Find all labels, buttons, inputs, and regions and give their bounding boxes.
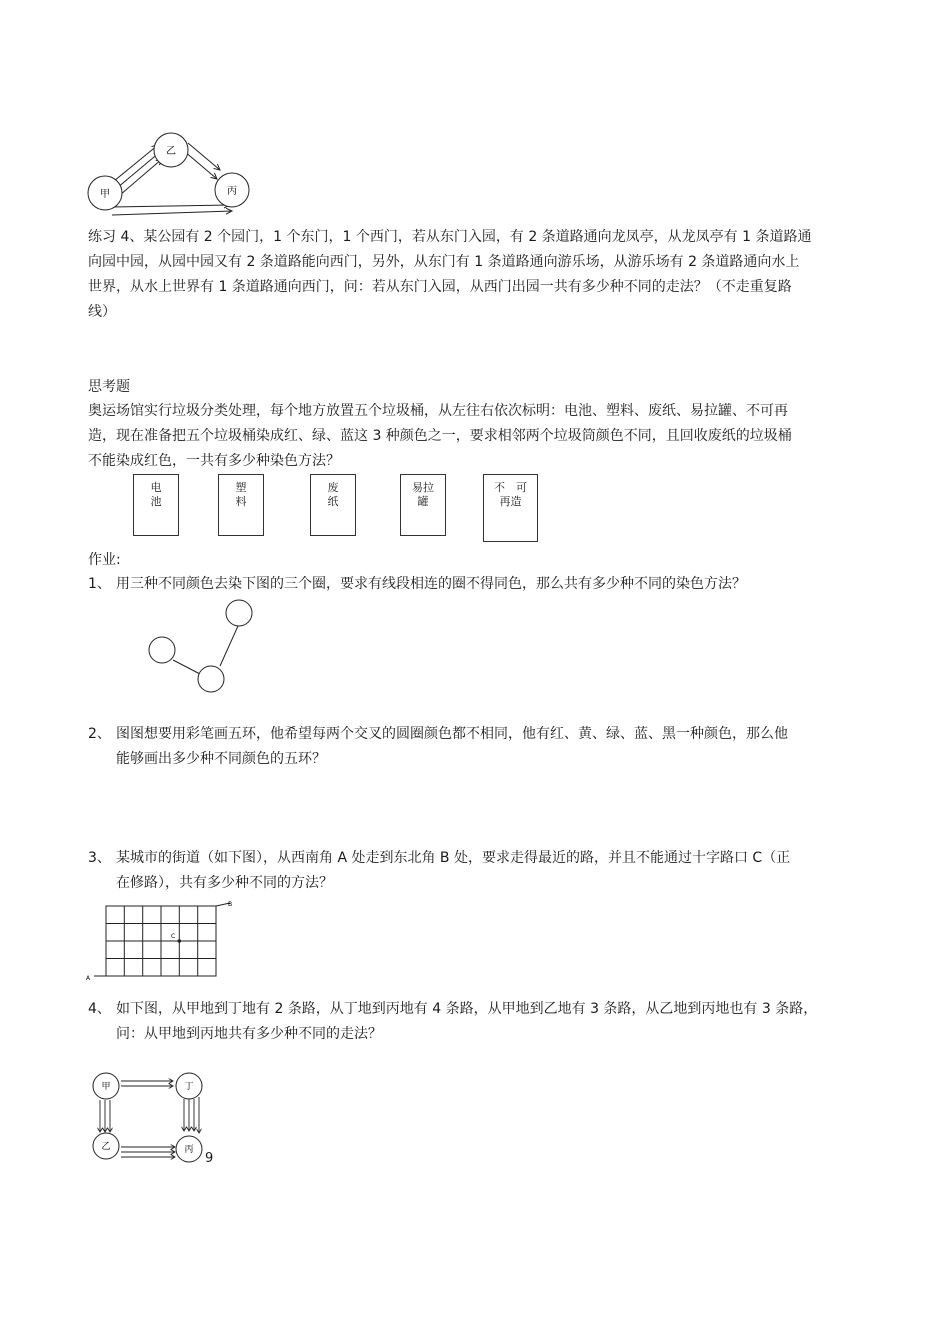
thinking-heading: 思考题	[88, 379, 130, 395]
bin-label: 电	[150, 481, 162, 494]
item-line: 在修路），共有多少种不同的方法？	[116, 875, 333, 891]
thinking-line: 造，现在准备把五个垃圾桶染成红、绿、蓝这 3 种颜色之一，要求相邻两个垃圾筒颜色不同，且回收废纸的垃圾桶	[88, 428, 792, 444]
node-yi-label: 乙	[166, 146, 176, 157]
exercise-4-text	[88, 225, 818, 325]
bin-label: 料	[235, 495, 247, 508]
route-diagram-jia-ding-yi-bing	[85, 1065, 215, 1170]
item-line: 用三种不同颜色去染下图的三个圈，要求有线段相连的圈不得同色，那么共有多少种不同的染色方法？	[116, 576, 746, 592]
item-line: 如下图，从甲地到丁地有 2 条路，从丁地到丙地有 4 条路，从甲地到乙地有 3 条路，从乙地到丙地也有 3 条路，	[116, 1001, 818, 1017]
bin-plastic	[218, 474, 264, 536]
bin-label: 罐	[417, 495, 429, 508]
bin-label: 纸	[327, 495, 339, 508]
homework-heading: 作业:	[88, 552, 121, 568]
point-b-label: B	[228, 901, 233, 908]
bin-label: 废	[327, 481, 339, 494]
bin-label: 塑	[235, 481, 247, 494]
page-number: 9	[205, 1151, 214, 1166]
item-number: 2、	[88, 726, 111, 742]
item-line: 图图想要用彩笔画五环，他希望每两个交叉的圆圈颜色都不相同，他有红、黄、绿、蓝、黑一种颜色，那么他	[116, 726, 788, 742]
bin-label: 易拉	[412, 481, 434, 494]
route-diagram-jia-yi-bing	[80, 125, 270, 225]
node-ding-label: 丁	[184, 1082, 194, 1092]
exercise-4-line: 线）	[88, 304, 116, 320]
three-circles-diagram	[140, 595, 260, 700]
intersection-c-dot	[178, 939, 182, 943]
item-line: 能够画出多少种不同颜色的五环？	[116, 751, 326, 767]
item-line: 某城市的街道（如下图），从西南角 A 处走到东北角 B 处，要求走得最近的路，并且不能通过十字路口 C（正	[116, 850, 791, 866]
bin-label: 再造	[499, 495, 522, 508]
item-line: 问：从甲地到丙地共有多少种不同的走法？	[116, 1026, 382, 1042]
node-bing-label: 丙	[184, 1145, 194, 1155]
thinking-line: 奥运场馆实行垃圾分类处理，每个地方放置五个垃圾桶，从左往右依次标明：电池、塑料、废纸、易拉罐、不可再	[88, 403, 788, 419]
point-a-label: A	[86, 975, 91, 982]
node-bing-label: 丙	[227, 186, 237, 197]
thinking-line: 不能染成红色，一共有多少种染色方法？	[88, 453, 340, 469]
street-grid-diagram	[84, 898, 244, 983]
exercise-4-line: 世界，从水上世界有 1 条道路通向西门，问：若从东门入园，从西门出园一共有多少种不同的走法？（不走重复路	[88, 279, 792, 295]
exercise-4-line: 练习 4、某公园有 2 个园门，1 个东门，1 个西门，若从东门入园，有 2 条道路通向龙凤亭，从龙凤亭有 1 条道路通	[88, 229, 812, 245]
bin-battery	[133, 474, 179, 536]
circle-top	[226, 600, 252, 626]
exercise-4-line: 向园中园，从园中园又有 2 条道路能向西门，另外，从东门有 1 条道路通向游乐场，从游乐场有 2 条道路通向水上	[88, 254, 800, 270]
bin-non-recyclable	[483, 474, 538, 542]
node-jia-label: 甲	[101, 1082, 111, 1092]
bin-can	[400, 474, 446, 536]
circle-left	[149, 637, 175, 663]
node-jia-label: 甲	[100, 189, 110, 200]
thinking-text	[88, 399, 818, 474]
item-number: 3、	[88, 850, 111, 866]
node-yi-label: 乙	[101, 1142, 111, 1152]
item-number: 4、	[88, 1001, 111, 1017]
bin-paper	[310, 474, 356, 536]
bin-label: 不 可	[494, 481, 527, 494]
circle-bottom	[198, 666, 224, 692]
item-number: 1、	[88, 576, 111, 592]
bin-label: 池	[150, 495, 162, 508]
point-c-label: C	[171, 933, 176, 940]
